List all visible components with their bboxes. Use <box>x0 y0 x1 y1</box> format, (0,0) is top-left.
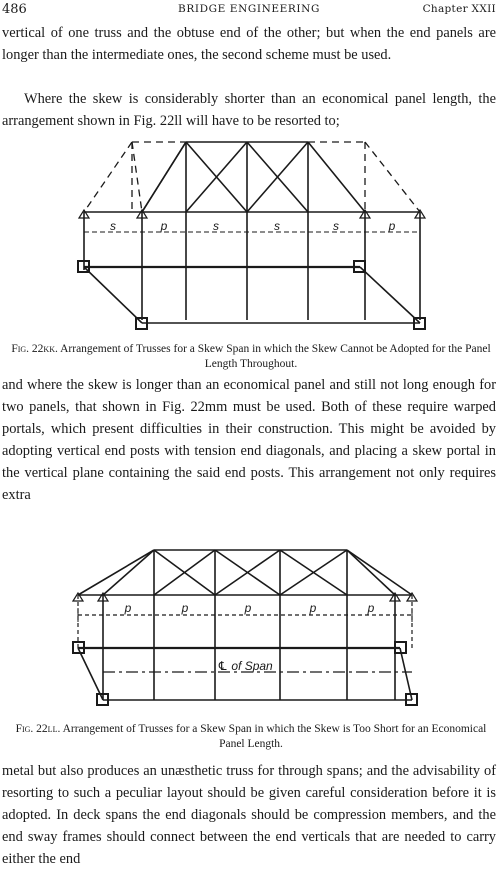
diagonal <box>142 142 186 212</box>
caption-22ll <box>8 722 494 752</box>
paragraph-2-text: Where the skew is considerably shorter than an economical panel length, the arrangement shown in Fig. 22ll will have to be resorted to; <box>2 91 496 129</box>
caption-22kk <box>8 342 494 372</box>
chapter-label: Chapter XXII <box>422 3 496 15</box>
skew-end-right <box>360 267 420 323</box>
dimension-label: p <box>244 601 252 615</box>
dimension-label: s <box>213 219 219 233</box>
dimension-label: p <box>388 219 396 233</box>
dimension-label: p <box>160 219 168 233</box>
paragraph-3 <box>2 374 496 506</box>
figure-22ll-drawing <box>0 540 500 710</box>
dashed-right-post <box>365 142 420 212</box>
paragraph-3-text: and where the skew is longer than an economical panel and still not long enough for two panels, that shown in Fig. 22mm must be used. Both of these require warped portals, which present difficulties in their construction. This might be avoided by adopting vertical end posts with tension end diagonals, and placing a skew portal in the vertical plane containing the said end posts. This arrangement not only requires extra <box>2 377 496 503</box>
paragraph-2 <box>2 88 496 132</box>
caption-22kk-label: Fig. 22kk. <box>11 343 58 355</box>
right-end-post <box>347 550 412 595</box>
dimension-label: p <box>124 601 132 615</box>
left-end-post <box>78 550 154 595</box>
page-number: 486 <box>2 2 27 17</box>
dimension-label: s <box>274 219 280 233</box>
caption-22ll-text: Arrangement of Trusses for a Skew Span in which the Skew is Too Short for an Economical Panel Length. <box>62 723 487 750</box>
dimension-label: p <box>309 601 317 615</box>
figure-22kk <box>0 130 500 335</box>
paragraph-1 <box>2 22 496 66</box>
right-end-post <box>308 142 365 212</box>
caption-22ll-label: Fig. 22ll. <box>15 723 61 735</box>
dimension-label: s <box>333 219 339 233</box>
running-header <box>2 2 496 20</box>
figure-22kk-drawing <box>0 130 500 335</box>
centerline-label: ℄ of Span <box>217 659 273 673</box>
figure-22ll <box>0 540 500 710</box>
dimension-label: p <box>181 601 189 615</box>
paragraph-4-text: metal but also produces an unæsthetic truss for through spans; and the advisability of resorting to such a peculiar layout should be given careful consideration before it is adopted. In deck spans the end diagonals should be compression members, and the end sway frames should connect between the end verticals that are needed to carry either the end <box>2 763 496 867</box>
dimension-label: s <box>110 219 116 233</box>
paragraph-1-text: vertical of one truss and the obtuse end of the other; but when the end panels are longer than the intermediate ones, the second scheme must be used. <box>2 25 496 63</box>
dimension-label: p <box>367 601 375 615</box>
running-title: BRIDGE ENGINEERING <box>178 3 320 15</box>
dashed-diagonal-left <box>132 142 142 212</box>
skew-end-left <box>84 267 142 323</box>
dashed-left-post <box>84 142 132 212</box>
paragraph-4 <box>2 760 496 870</box>
caption-22kk-text: Arrangement of Trusses for a Skew Span in which the Skew Cannot be Adopted for the Panel Length Throughout. <box>60 343 491 370</box>
